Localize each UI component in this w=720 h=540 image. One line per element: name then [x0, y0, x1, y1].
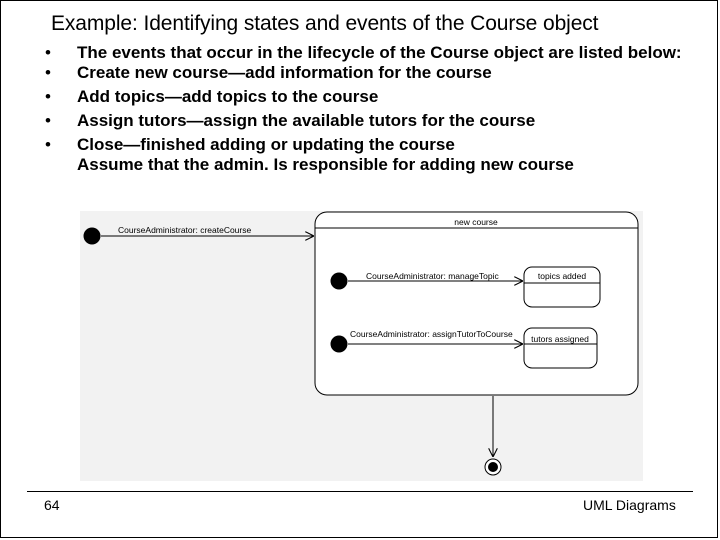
manage-topic-label: CourseAdministrator: manageTopic: [366, 271, 499, 281]
state-topics-added-name: topics added: [537, 271, 587, 281]
page-number: 64: [44, 497, 60, 513]
bullet-item: • The events that occur in the lifecycle of the Course object are listed below:: [45, 43, 705, 63]
state-diagram: [80, 211, 643, 481]
final-state-node: [488, 462, 498, 472]
bullet-list: [45, 43, 705, 179]
create-course-label: CourseAdministrator: createCourse: [118, 225, 252, 235]
footer-divider: [27, 491, 693, 492]
bullet-item: • Close—finished adding or updating the course: [45, 135, 705, 155]
inner-initial-node-tutors: [331, 336, 348, 353]
bullet-item: • Add topics—add topics to the course: [45, 87, 705, 107]
composite-state-name: new course: [454, 217, 498, 227]
inner-initial-node-topics: [331, 273, 348, 290]
state-tutors-assigned-name: tutors assigned: [531, 334, 589, 344]
slide-title: Example: Identifying states and events of the Course object: [51, 12, 599, 35]
assign-tutor-label: CourseAdministrator: assignTutorToCourse: [350, 329, 513, 339]
bullet-item: • Assign tutors—assign the available tutors for the course: [45, 111, 705, 131]
footer-title: UML Diagrams: [583, 497, 676, 513]
bullet-item: • Create new course—add information for the course: [45, 63, 705, 83]
initial-state-node: [84, 228, 101, 245]
assumption-note: Assume that the admin. Is responsible for adding new course: [77, 155, 574, 174]
